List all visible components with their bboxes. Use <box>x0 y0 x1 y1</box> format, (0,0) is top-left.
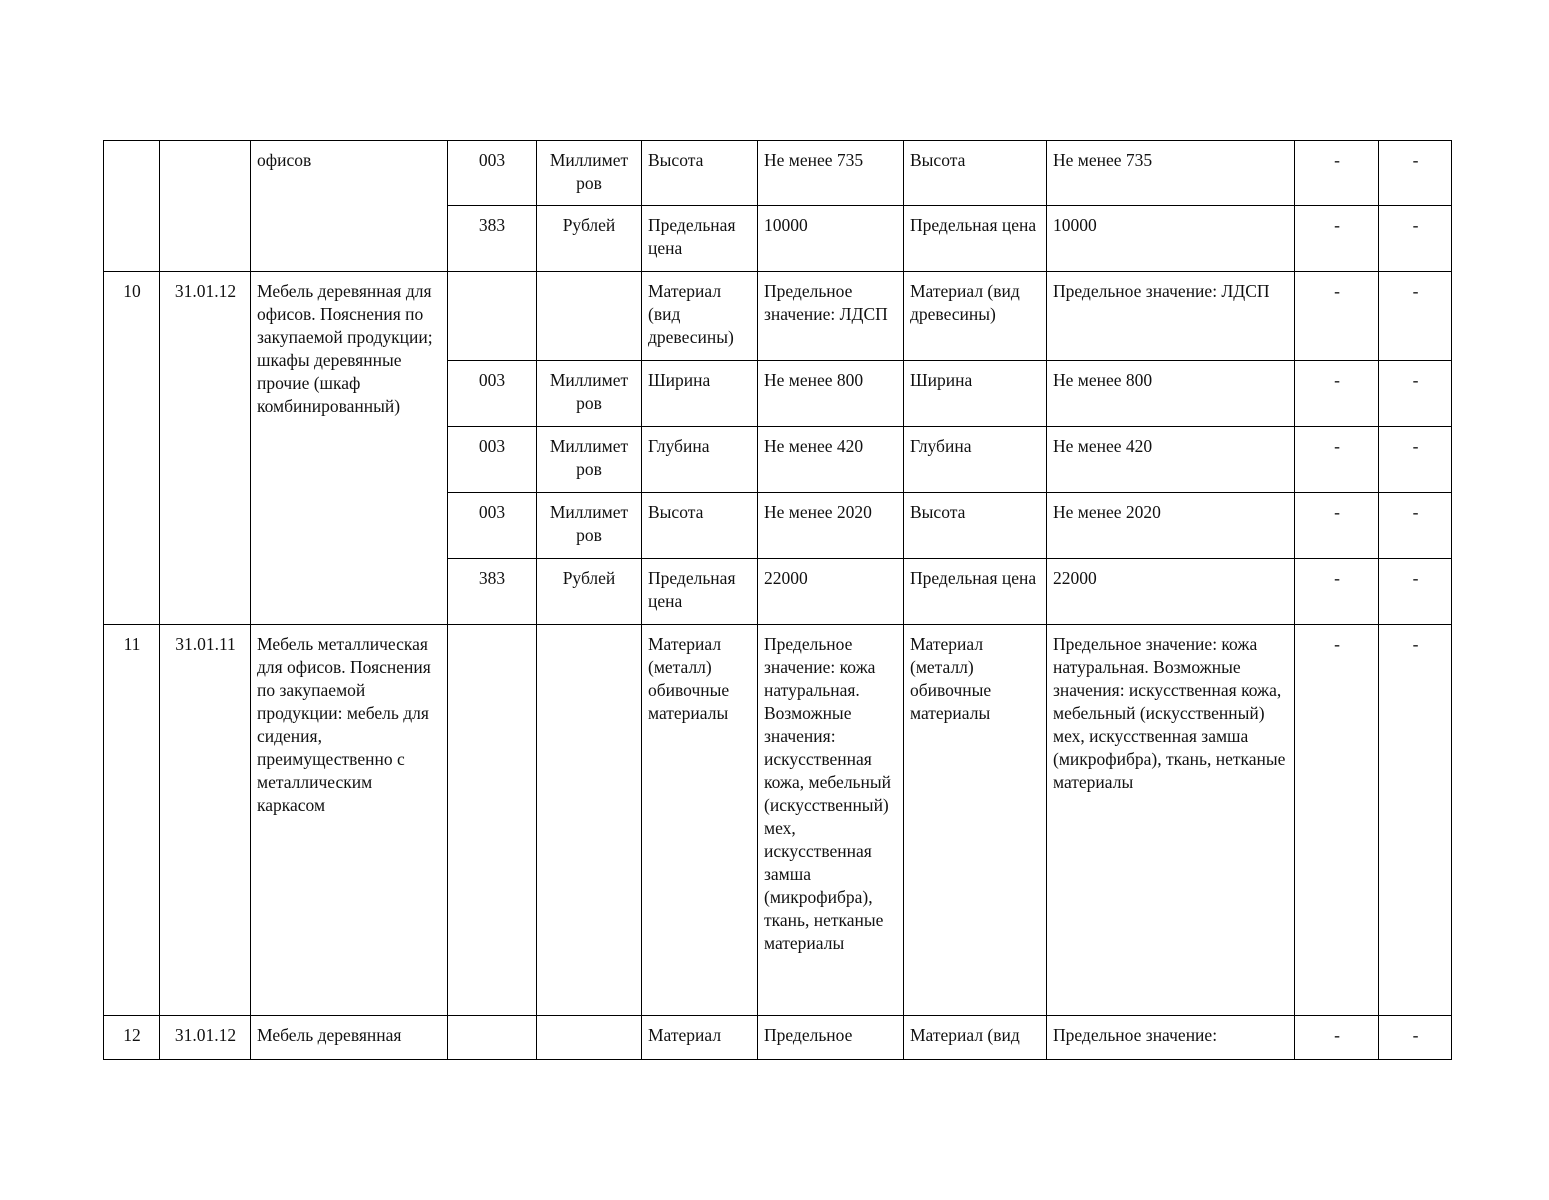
okei-code-cell <box>448 1016 537 1060</box>
product-name-cell: офисов <box>251 141 448 272</box>
function-cell: - <box>1379 141 1452 206</box>
characteristic-approved-cell: Предельная цена <box>904 206 1047 272</box>
characteristic-cell: Материал (вид древесины) <box>642 272 758 361</box>
characteristic-approved-cell: Материал (металл) обивочные материалы <box>904 625 1047 1016</box>
characteristic-approved-cell: Ширина <box>904 361 1047 427</box>
deviation-cell: - <box>1295 559 1379 625</box>
value-approved-cell: Предельное значение: кожа натуральная. Возможные значения: искусственная кожа, мебельный (искусственный) мех, искусственная замша (микрофибра), ткань, нетканые материалы <box>1047 625 1295 1016</box>
unit-cell: Рублей <box>537 559 642 625</box>
okpd-code-cell <box>160 141 251 272</box>
okei-code-cell: 003 <box>448 141 537 206</box>
deviation-cell: - <box>1295 141 1379 206</box>
table-row <box>104 272 1452 361</box>
okei-code-cell: 383 <box>448 206 537 272</box>
value-approved-cell: Предельное значение: ЛДСП <box>1047 272 1295 361</box>
product-name-cell: Мебель деревянная <box>251 1016 448 1060</box>
value-approved-cell: Не менее 2020 <box>1047 493 1295 559</box>
characteristic-approved-cell: Материал (вид древесины) <box>904 272 1047 361</box>
value-cell: Предельное значение: ЛДСП <box>758 272 904 361</box>
deviation-cell: - <box>1295 625 1379 1016</box>
value-approved-cell: 22000 <box>1047 559 1295 625</box>
deviation-cell: - <box>1295 427 1379 493</box>
okei-code-cell: 003 <box>448 493 537 559</box>
characteristic-cell: Материал <box>642 1016 758 1060</box>
characteristic-cell: Предельная цена <box>642 559 758 625</box>
function-cell: - <box>1379 493 1452 559</box>
deviation-cell: - <box>1295 272 1379 361</box>
characteristic-cell: Предельная цена <box>642 206 758 272</box>
characteristic-cell: Высота <box>642 141 758 206</box>
unit-cell: Миллимет ров <box>537 427 642 493</box>
characteristic-approved-cell: Материал (вид <box>904 1016 1047 1060</box>
okpd-code-cell: 31.01.12 <box>160 272 251 625</box>
value-cell: Не менее 2020 <box>758 493 904 559</box>
deviation-cell: - <box>1295 1016 1379 1060</box>
characteristic-cell: Ширина <box>642 361 758 427</box>
product-name-cell: Мебель деревянная для офисов. Пояснения по закупаемой продукции; шкафы деревянные прочие (шкаф комбинированный) <box>251 272 448 625</box>
unit-cell: Миллимет ров <box>537 361 642 427</box>
okei-code-cell: 003 <box>448 427 537 493</box>
characteristic-cell: Материал (металл) обивочные материалы <box>642 625 758 1016</box>
value-cell: Предельное <box>758 1016 904 1060</box>
function-cell: - <box>1379 1016 1452 1060</box>
value-approved-cell: Не менее 420 <box>1047 427 1295 493</box>
value-approved-cell: Не менее 800 <box>1047 361 1295 427</box>
function-cell: - <box>1379 625 1452 1016</box>
okpd-code-cell: 31.01.11 <box>160 625 251 1016</box>
deviation-cell: - <box>1295 493 1379 559</box>
value-cell: Не менее 420 <box>758 427 904 493</box>
requirements-table <box>103 140 1452 1060</box>
table-row <box>104 625 1452 1016</box>
characteristic-approved-cell: Предельная цена <box>904 559 1047 625</box>
item-number-cell: 10 <box>104 272 160 625</box>
value-approved-cell: Предельное значение: <box>1047 1016 1295 1060</box>
value-cell: 22000 <box>758 559 904 625</box>
function-cell: - <box>1379 361 1452 427</box>
table-row <box>104 1016 1452 1060</box>
function-cell: - <box>1379 272 1452 361</box>
function-cell: - <box>1379 559 1452 625</box>
value-cell: Не менее 735 <box>758 141 904 206</box>
okei-code-cell: 383 <box>448 559 537 625</box>
characteristic-cell: Высота <box>642 493 758 559</box>
okei-code-cell: 003 <box>448 361 537 427</box>
deviation-cell: - <box>1295 206 1379 272</box>
value-cell: 10000 <box>758 206 904 272</box>
characteristic-cell: Глубина <box>642 427 758 493</box>
okei-code-cell <box>448 625 537 1016</box>
unit-cell <box>537 272 642 361</box>
value-approved-cell: Не менее 735 <box>1047 141 1295 206</box>
function-cell: - <box>1379 427 1452 493</box>
characteristic-approved-cell: Глубина <box>904 427 1047 493</box>
unit-cell <box>537 625 642 1016</box>
characteristic-approved-cell: Высота <box>904 493 1047 559</box>
unit-cell: Рублей <box>537 206 642 272</box>
okpd-code-cell: 31.01.12 <box>160 1016 251 1060</box>
unit-cell: Миллимет ров <box>537 141 642 206</box>
item-number-cell <box>104 141 160 272</box>
product-name-cell: Мебель металлическая для офисов. Пояснения по закупаемой продукции: мебель для сидения, преимущественно с металлическим каркасом <box>251 625 448 1016</box>
unit-cell: Миллимет ров <box>537 493 642 559</box>
item-number-cell: 12 <box>104 1016 160 1060</box>
value-cell: Не менее 800 <box>758 361 904 427</box>
function-cell: - <box>1379 206 1452 272</box>
item-number-cell: 11 <box>104 625 160 1016</box>
characteristic-approved-cell: Высота <box>904 141 1047 206</box>
value-cell: Предельное значение: кожа натуральная. Возможные значения: искусственная кожа, мебельный (искусственный) мех, искусственная замша (микрофибра), ткань, нетканые материалы <box>758 625 904 1016</box>
table-row <box>104 141 1452 206</box>
unit-cell <box>537 1016 642 1060</box>
okei-code-cell <box>448 272 537 361</box>
deviation-cell: - <box>1295 361 1379 427</box>
value-approved-cell: 10000 <box>1047 206 1295 272</box>
